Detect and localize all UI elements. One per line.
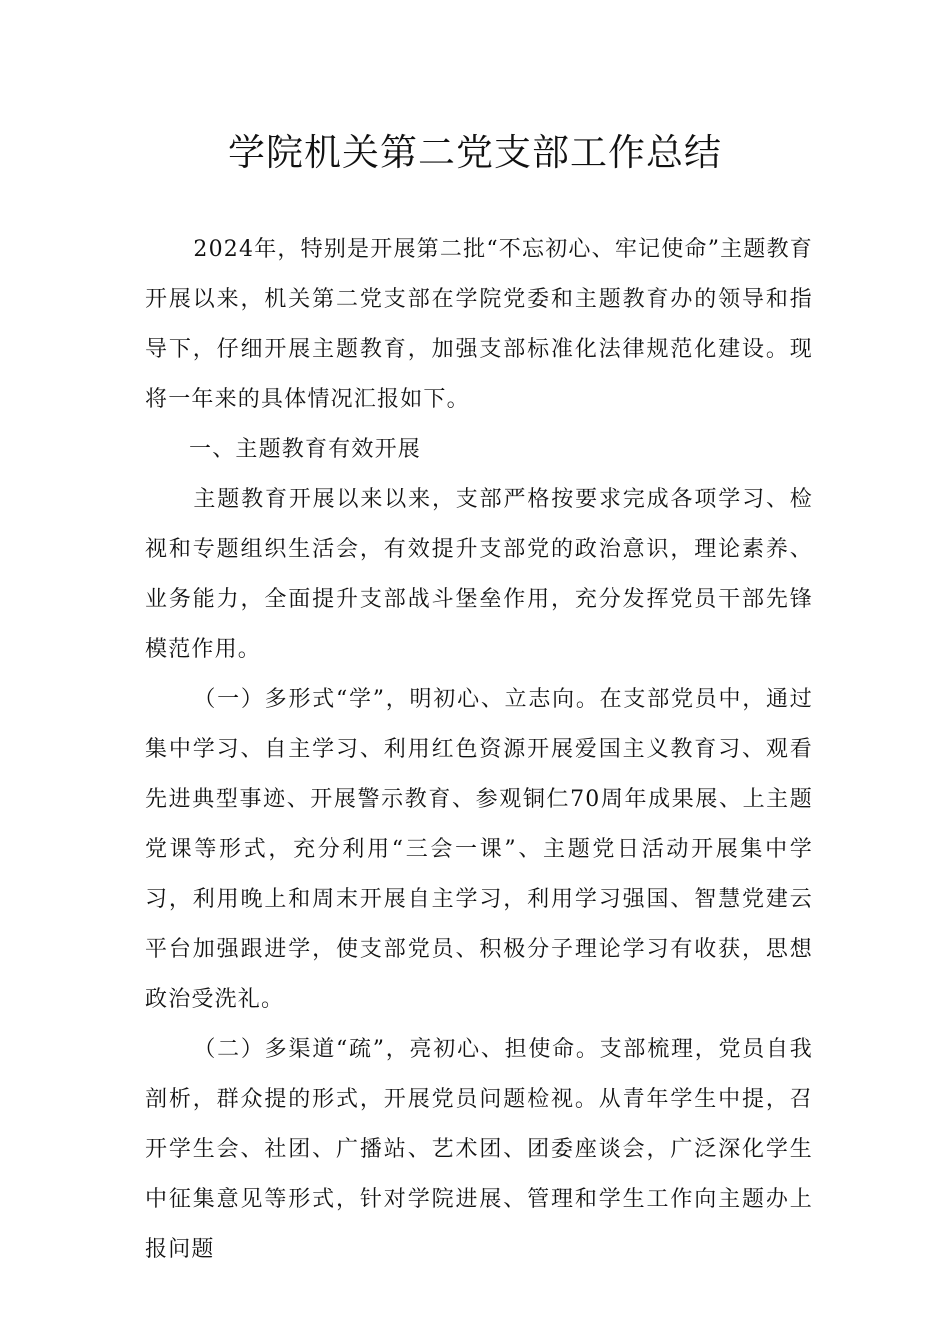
paragraph-subsection-2: （二）多渠道“疏”，亮初心、担使命。支部梳理，党员自我剖析，群众提的形式，开展党员问题检视。从青年学生中提，召开学生会、社团、广播站、艺术团、团委座谈会，广泛深化学生中征集意见等形式，针对学院进展、管理和学生工作向主题办上报问题 [145, 1037, 813, 1262]
paragraph-intro: 2024年，特别是开展第二批“不忘初心、牢记使命”主题教育开展以来，机关第二党支部在学院党委和主题教育办的领导和指导下，仔细开展主题教育，加强支部标准化法律规范化建设。现将一年来的具体情况汇报如下。 [145, 237, 813, 412]
paragraph-section-1: 主题教育开展以来以来，支部严格按要求完成各项学习、检视和专题组织生活会，有效提升支部党的政治意识，理论素养、业务能力，全面提升支部战斗堡垒作用，充分发挥党员干部先锋模范作用。 [145, 487, 813, 662]
paragraph-subsection-1: （一）多形式“学”，明初心、立志向。在支部党员中，通过集中学习、自主学习、利用红色资源开展爱国主义教育习、观看先进典型事迹、开展警示教育、参观铜仁70周年成果展、上主题党课等形式，充分利用“三会一课”、主题党日活动开展集中学习，利用晚上和周末开展自主学习，利用学习强国、智慧党建云平台加强跟进学，使支部党员、积极分子理论学习有收获，思想政治受洗礼。 [145, 687, 813, 1012]
section-heading-1: 一、主题教育有效开展 [189, 437, 422, 462]
document-title: 学院机关第二党支部工作总结 [228, 131, 722, 174]
